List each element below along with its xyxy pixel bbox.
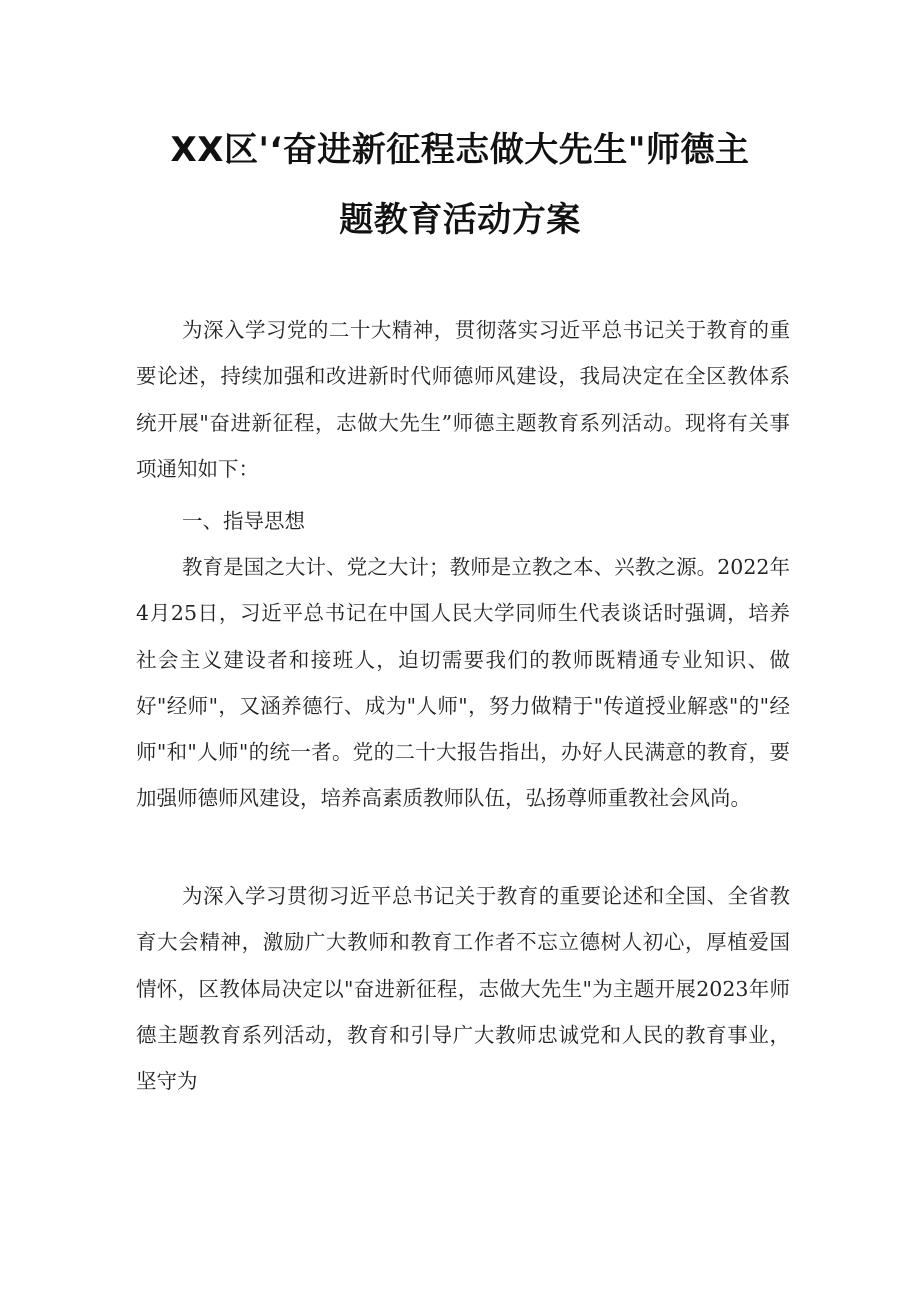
intro-paragraph: 为深入学习党的二十大精神，贯彻落实习近平总书记关于教育的重要论述，持续加强和改进新时代师德师风建设，我局决定在全区教体系统开展"奋进新征程，志做大先生”师德主题教育系列活动。现将有关事项通知如下： <box>136 318 790 481</box>
section-heading-guiding-ideology: 一、指导思想 <box>182 509 305 533</box>
purpose-paragraph: 为深入学习贯彻习近平总书记关于教育的重要论述和全国、全省教育大会精神，激励广大教师和教育工作者不忘立德树人初心，厚植爱国情怀，区教体局决定以"奋进新征程，志做大先生"为主题开展2023年师德主题教育系列活动，教育和引导广大教师忠诚党和人民的教育事业，坚守为 <box>136 884 790 1094</box>
document-title-line-2: 题教育活动方案 <box>339 200 581 240</box>
guiding-ideology-paragraph: 教育是国之大计、党之大计；教师是立教之本、兴教之源。2022年4月25日，习近平总书记在中国人民大学同师生代表谈话时强调，培养社会主义建设者和接班人，迫切需要我们的教师既精通专业知识、做好"经师"，又涵养德行、成为"人师"，努力做精于"传道授业解惑"的"经师"和"人师"的统一者。党的二十大报告指出，办好人民满意的教育，要加强师德师风建设，培养高素质教师队伍，弘扬尊师重教社会风尚。 <box>136 555 790 811</box>
document-title-line-1: XX区'‘奋进新征程志做大先生"师德主 <box>170 130 750 170</box>
